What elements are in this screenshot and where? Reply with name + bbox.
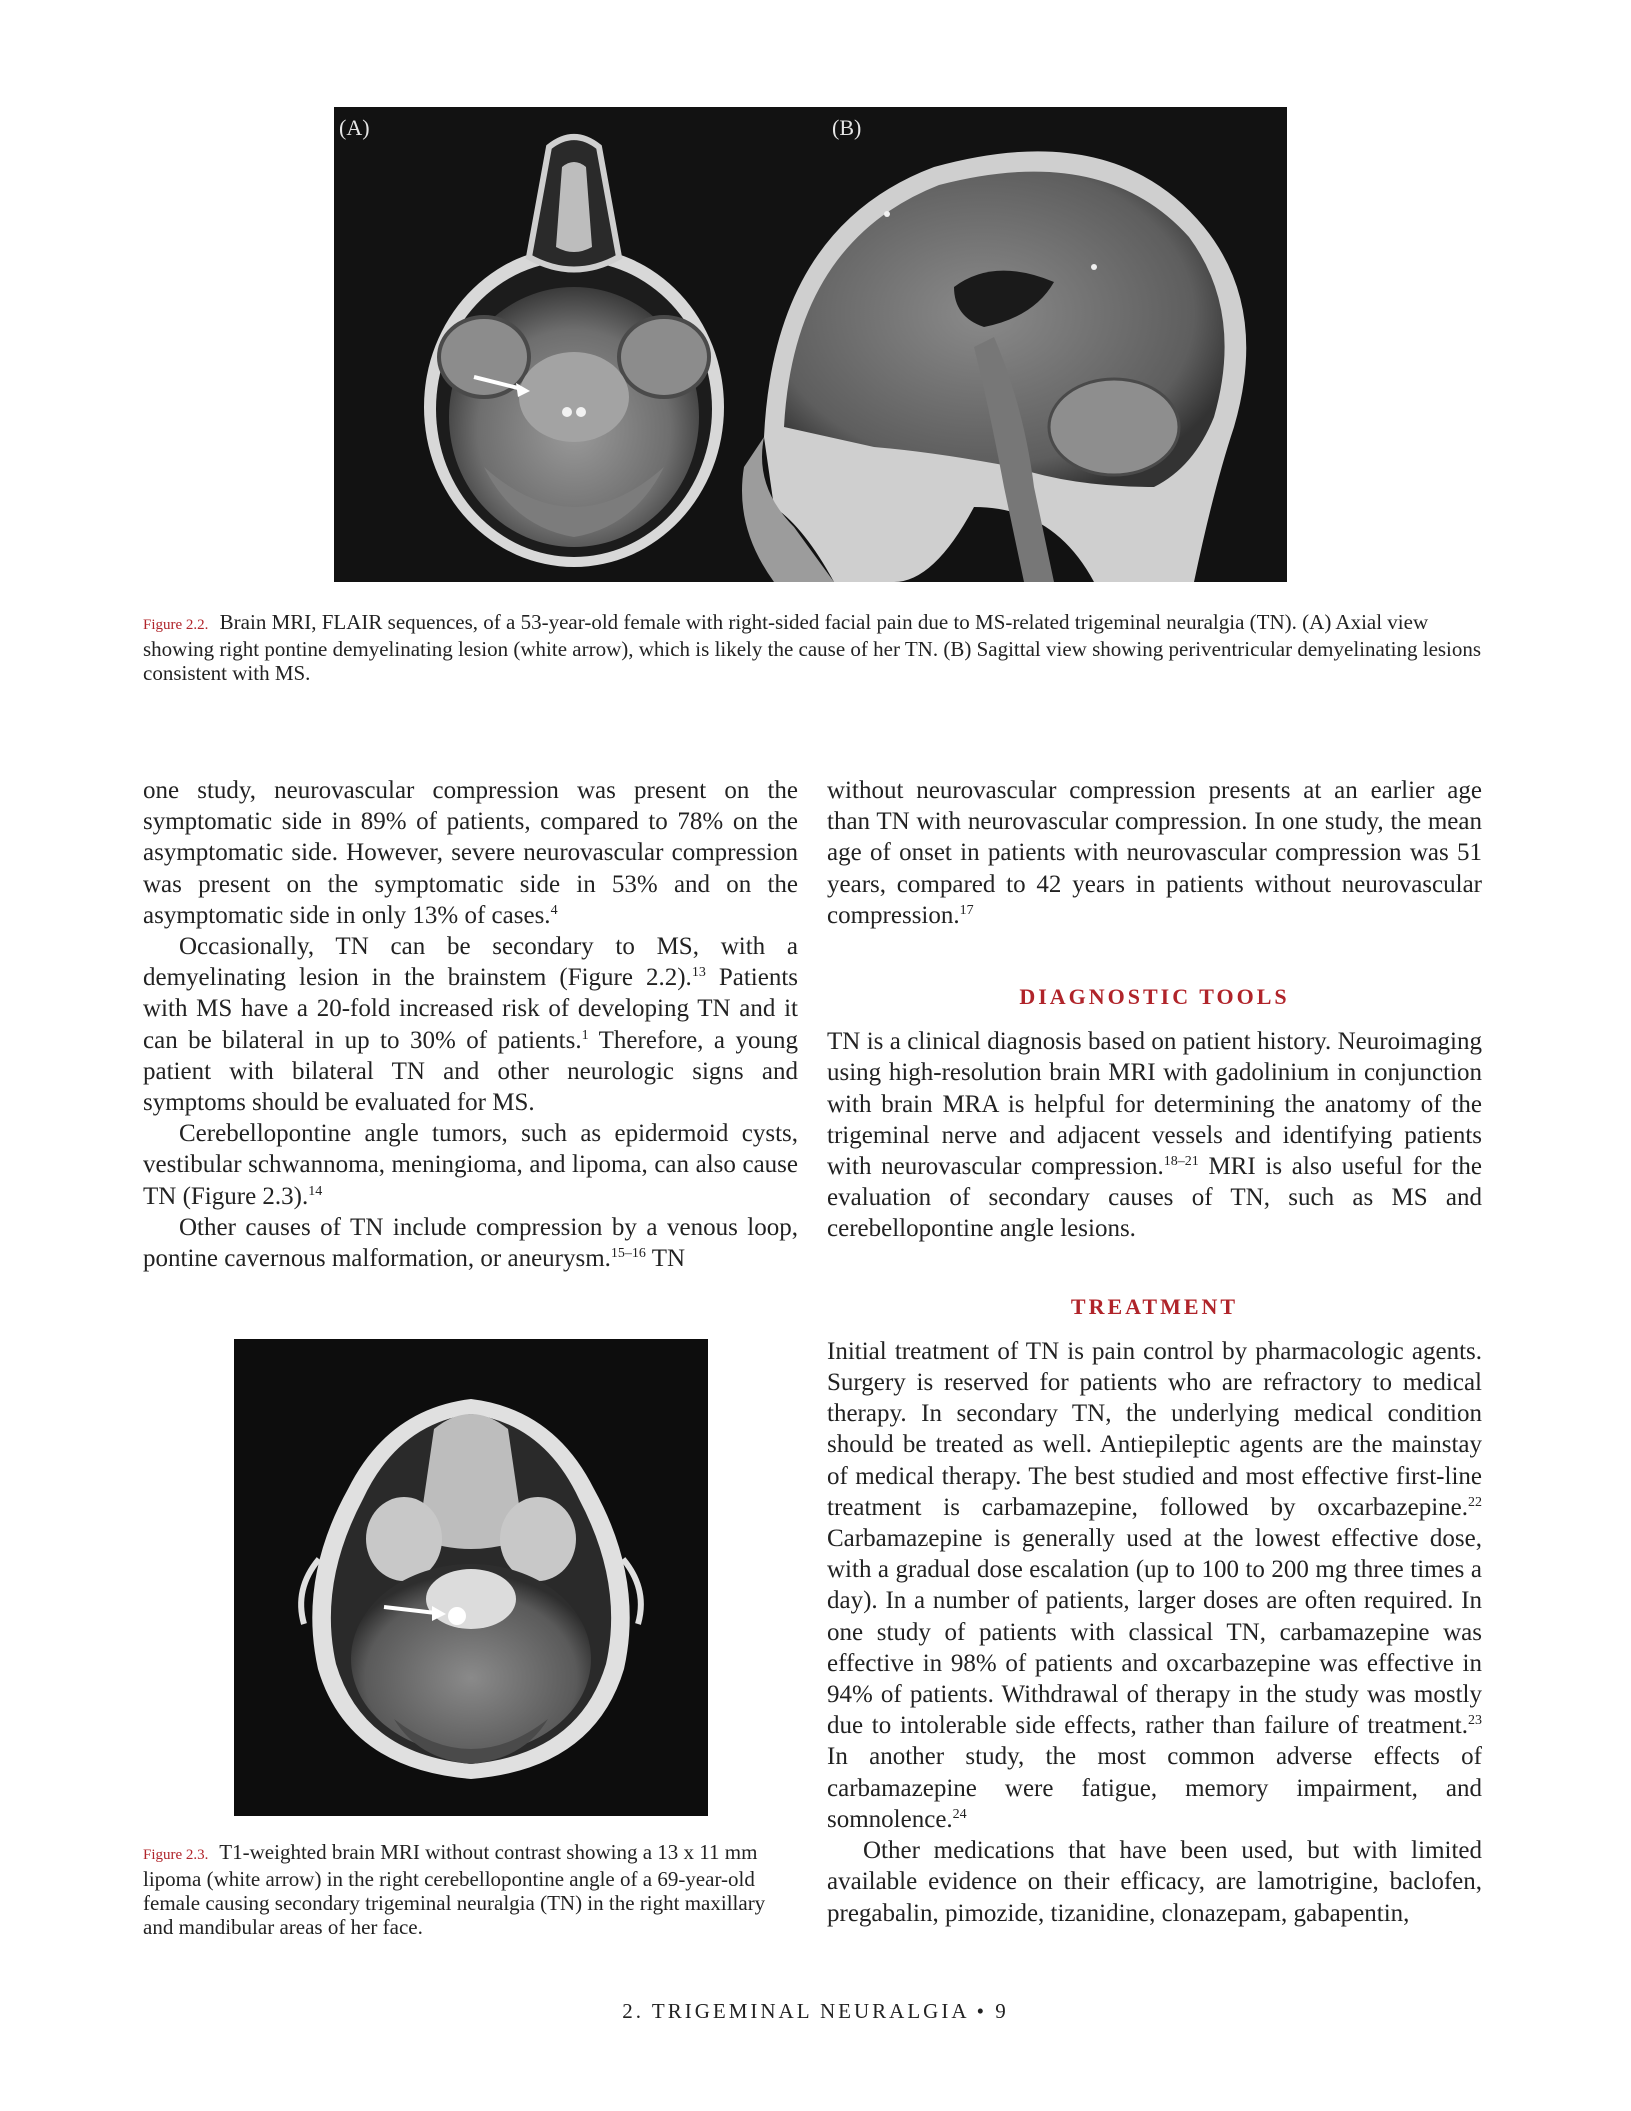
reference: 17 [959,902,974,918]
paragraph: Other medications that have been used, but with limited available evidence on their efficacy, are lamotrigine, baclofen, pregabalin, pimozide, tizanidine, clonazepam, gabapentin, [827,1837,1482,1927]
figure-2-3-caption [143,1840,798,1939]
section-heading-treatment: TREATMENT [1070,1293,1239,1319]
paragraph: Initial treatment of TN is pain control by pharmacologic agents. Surgery is reserved for patients who are refractory to medical therapy. In secondary TN, the underlying medical condition should be treated as well. Antiepileptic agents are the mainstay of medical therapy. The best studied and most effective first-line treatment is carbamazepine, followed by oxcarbazepine.$^{22}$ Carbamazepine is generally used at the lowest effective dose, with a gradual dose escalation (up to 100 to 200 mg three times a day). In a number of patients, larger doses are often required. In one study of patients with classical TN, carbamazepine was effective in 98% of patients and oxcarbazepine was effective in 94% of patients. Withdrawal of therapy in the study was mostly due to intolerable side effects, rather than failure of treatment.$^{23}$ In another study, the most common adverse effects of carbamazepine were fatigue, memory impairment, and somnolence.$^{24}$ [827,1337,1482,1833]
reference: 22 [1468,1494,1482,1510]
reference: 14 [308,1183,323,1199]
reference: 15–16 [610,1246,646,1262]
mri-t1-axial [234,1339,708,1816]
mri-flair-panels [334,107,1287,582]
panel-label-b: (B) [832,115,862,140]
figure-2-2-image [334,107,1287,582]
reference: 23 [1468,1713,1482,1729]
reference: 18–21 [1163,1154,1199,1170]
paragraph: Other causes of TN include compression by a venous loop, pontine cavernous malformation, or aneurysm.$^{15-16}$ TN [143,1213,798,1273]
figure-2-3-caption-text: T1-weighted brain MRI without contrast showing a 13 x 11 mm lipoma (white arrow) in the right cerebellopontine angle of a 69-year-old female causing secondary trigeminal neuralgia (TN) in the right maxillary and mandibular areas of her face. [143,1840,766,1939]
reference: 13 [691,965,706,981]
section-heading-diagnostic-tools: DIAGNOSTIC TOOLS [1019,984,1290,1010]
figure-2-2-caption [143,610,1487,685]
left-column [143,775,798,1274]
paragraph: without neurovascular compression presents at an earlier age than TN with neurovascular compression. In one study, the mean age of onset in patients with neurovascular compression was 51 years, compared to 42 years in patients without neurovascular compression.$^{17}$ [827,777,1482,929]
figure-2-2-label: Figure 2.2. [143,617,209,633]
paragraph: one study, neurovascular compression was present on the symptomatic side in 89% of patients, compared to 78% on the asymptomatic side. However, severe neurovascular compression was present on the symptomatic side in 53% and on the asymptomatic side in only 13% of cases.$^4$ [143,777,798,929]
right-column [827,775,1482,1929]
panel-label-a: (A) [339,115,370,140]
reference: 4 [550,902,558,918]
running-footer: 2. TRIGEMINAL NEURALGIA • 9 [622,1999,1009,2023]
reference: 24 [952,1806,967,1822]
figure-2-3-image [234,1339,708,1816]
paragraph: Occasionally, TN can be secondary to MS, with a demyelinating lesion in the brainstem (Figure 2.2).$^{13}$ Patients with MS have a 20-fold increased risk of developing TN and it can be bilateral in up to 30% of patients.$^1$ Therefore, a young patient with bilateral TN and other neurologic signs and symptoms should be evaluated for MS. [143,933,798,1117]
reference: 1 [581,1027,589,1043]
figure-2-2-caption-text: Brain MRI, FLAIR sequences, of a 53-year-old female with right-sided facial pain due to MS-related trigeminal neuralgia (TN). (A) Axial view showing right pontine demyelinating lesion (white arrow), which is likely the cause of her TN. (B) Sagittal view showing periventricular demyelinating lesions consistent with MS. [143,610,1482,685]
paragraph: TN is a clinical diagnosis based on patient history. Neuroimaging using high-resolution brain MRI with gadolinium in conjunction with brain MRA is helpful for determining the anatomy of the trigeminal nerve and adjacent vessels and identifying patients with neurovascular compression.$^{18-21}$ MRI is also useful for the evaluation of secondary causes of TN, such as MS and cerebellopontine angle lesions. [827,1028,1482,1243]
figure-2-3-label: Figure 2.3. [143,1847,209,1863]
paragraph: Cerebellopontine angle tumors, such as epidermoid cysts, vestibular schwannoma, meningioma, and lipoma, can also cause TN (Figure 2.3).$^{14}$ [143,1120,798,1210]
